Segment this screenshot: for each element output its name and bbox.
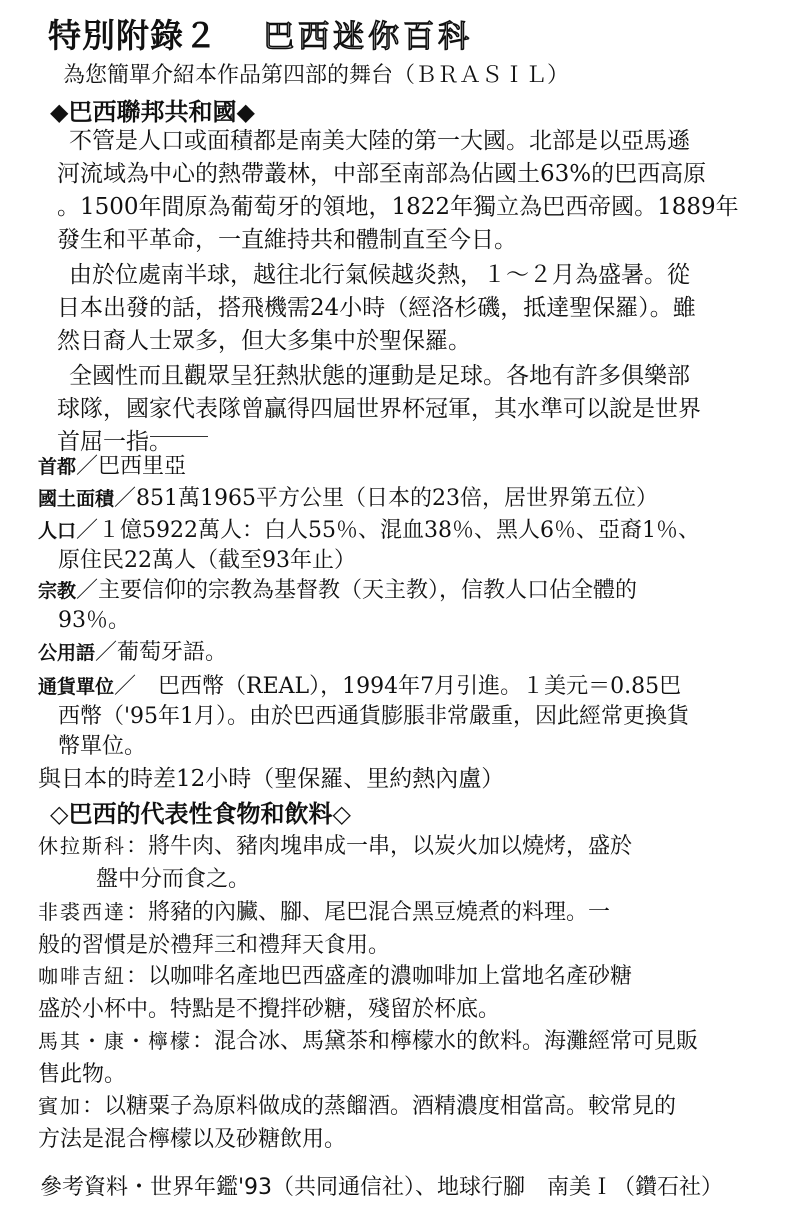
fact-key: 人口 bbox=[38, 520, 77, 542]
paragraph-line: 不管是人口或面積都是南美大陸的第一大國。北部是以亞馬遜 bbox=[69, 128, 690, 154]
food-separator: ： bbox=[192, 1029, 215, 1054]
fact-separator: ／ bbox=[76, 518, 99, 543]
time-difference: 與日本的時差12小時（聖保羅、里約熱內盧） bbox=[38, 766, 505, 792]
food-pinga bbox=[38, 1090, 773, 1156]
pen-stroke-divider bbox=[150, 436, 208, 437]
intro-line: 為您簡單介紹本作品第四部的舞台（ＢＲＡＳＩＬ） bbox=[63, 63, 570, 88]
food-name: 賓加 bbox=[38, 1094, 82, 1118]
food-separator: ： bbox=[126, 900, 149, 925]
paragraph-line: 河流域為中心的熱帶叢林，中部至南部為佔國土63%的巴西高原 bbox=[57, 161, 707, 187]
paragraph-line: 首屈一指。 bbox=[57, 429, 172, 455]
fact-separator: ／ bbox=[114, 486, 137, 511]
fact-key: 通貨單位 bbox=[38, 676, 115, 698]
food-desc: 將豬的內臟、腳、尾巴混合黑豆燒煮的料理。一 bbox=[148, 900, 611, 925]
fact-value: 巴西幣（REAL），1994年7月引進。１美元＝0.85巴 bbox=[136, 674, 682, 699]
page-title: 巴西迷你百科 bbox=[263, 19, 474, 55]
page-header bbox=[48, 10, 473, 57]
food-separator: ： bbox=[126, 834, 149, 859]
paragraph-climate bbox=[57, 259, 757, 358]
references: 參考資料・世界年鑑'93（共同通信社）、地球行腳 南美Ｉ（鑽石社） bbox=[40, 1175, 724, 1200]
food-desc: 混合冰、馬黛茶和檸檬水的飲料。海灘經常可見販 bbox=[214, 1029, 699, 1054]
food-mate-com-limao bbox=[38, 1025, 773, 1091]
food-name: 咖啡吉紐 bbox=[38, 964, 126, 988]
diamond-outline-icon: ◇ bbox=[332, 800, 351, 828]
section-title: 巴西的代表性食物和飲料 bbox=[68, 800, 333, 828]
fact-value: 葡萄牙語。 bbox=[117, 640, 228, 665]
food-churrasco bbox=[38, 830, 773, 896]
food-desc: 以咖啡名產地巴西盛產的濃咖啡加上當地名產砂糖 bbox=[148, 964, 633, 989]
fact-population bbox=[38, 516, 768, 576]
section-heading-food bbox=[50, 794, 351, 829]
food-separator: ： bbox=[126, 964, 149, 989]
paragraph-line: 發生和平革命，一直維持共和體制直至今日。 bbox=[57, 227, 517, 253]
fact-value-cont: 幣單位。 bbox=[58, 734, 147, 759]
paragraph-line: 由於位處南半球，越往北行氣候越炎熱，１～２月為盛暑。從 bbox=[69, 262, 690, 288]
food-cafezinho bbox=[38, 960, 773, 1026]
paragraph-line: 。1500年間原為葡萄牙的領地，1822年獨立為巴西帝國。1889年 bbox=[57, 194, 739, 220]
fact-key: 首都 bbox=[38, 456, 77, 478]
food-separator: ： bbox=[82, 1094, 105, 1119]
food-desc: 將牛肉、豬肉塊串成一串，以炭火加以燒烤，盛於 bbox=[148, 834, 633, 859]
paragraph-line: 全國性而且觀眾呈狂熱狀態的運動是足球。各地有許多俱樂部 bbox=[69, 363, 690, 389]
fact-religion bbox=[38, 576, 768, 636]
section-title: 巴西聯邦共和國 bbox=[68, 98, 237, 126]
food-feijoada bbox=[38, 896, 773, 962]
paragraph-line: 球隊，國家代表隊曾贏得四屆世界杯冠軍，其水準可以說是世界 bbox=[57, 396, 701, 422]
fact-value: 851萬1965平方公里（日本的23倍，居世界第五位） bbox=[136, 486, 659, 511]
fact-value: １億5922萬人：白人55％、混血38％、黑人6％、亞裔1％、 bbox=[98, 518, 701, 543]
fact-separator: ／ bbox=[95, 640, 118, 665]
diamond-filled-icon: ◆ bbox=[50, 98, 69, 126]
food-desc: 以糖粟子為原料做成的蒸餾酒。酒精濃度相當高。較常見的 bbox=[104, 1094, 677, 1119]
paragraph-line: 日本出發的話，搭飛機需24小時（經洛杉磯，抵達聖保羅）。雖 bbox=[57, 295, 696, 321]
diamond-outline-icon: ◇ bbox=[50, 800, 69, 828]
fact-key: 宗教 bbox=[38, 580, 77, 602]
fact-key: 國土面積 bbox=[38, 488, 115, 510]
fact-separator: ／ bbox=[114, 674, 137, 699]
fact-currency bbox=[38, 672, 768, 762]
fact-value-cont: 西幣（'95年1月）。由於巴西通貨膨脹非常嚴重，因此經常更換貨 bbox=[58, 704, 690, 729]
food-desc-cont: 般的習慣是於禮拜三和禮拜天食用。 bbox=[38, 933, 391, 958]
diamond-filled-icon: ◆ bbox=[236, 98, 255, 126]
food-name: 休拉斯科 bbox=[38, 834, 126, 858]
fact-separator: ／ bbox=[76, 454, 99, 479]
fact-value: 主要信仰的宗教為基督教（天主教），信教人口佔全體的 bbox=[98, 578, 638, 603]
fact-value-cont: 93％。 bbox=[58, 608, 130, 633]
food-desc-cont: 售此物。 bbox=[38, 1062, 127, 1087]
paragraph-sports bbox=[57, 360, 757, 459]
fact-capital bbox=[38, 452, 768, 482]
food-desc-cont: 盛於小杯中。特點是不攪拌砂糖，殘留於杯底。 bbox=[38, 997, 501, 1022]
fact-value-cont: 原住民22萬人（截至93年止） bbox=[58, 548, 356, 573]
food-name: 非裘西達 bbox=[38, 900, 126, 924]
food-desc-cont: 盤中分而食之。 bbox=[96, 867, 251, 892]
fact-language bbox=[38, 638, 768, 668]
food-desc-cont: 方法是混合檸檬以及砂糖飲用。 bbox=[38, 1127, 347, 1152]
paragraph-line: 然日裔人士眾多，但大多集中於聖保羅。 bbox=[57, 328, 471, 354]
fact-area bbox=[38, 484, 768, 514]
fact-separator: ／ bbox=[76, 578, 99, 603]
fact-key: 公用語 bbox=[38, 642, 96, 664]
paragraph-overview bbox=[57, 125, 757, 257]
appendix-label: 特別附錄２ bbox=[48, 16, 218, 55]
fact-value: 巴西里亞 bbox=[98, 454, 187, 479]
food-name: 馬其・康・檸檬 bbox=[38, 1029, 192, 1053]
section-heading-brazil bbox=[50, 92, 255, 127]
